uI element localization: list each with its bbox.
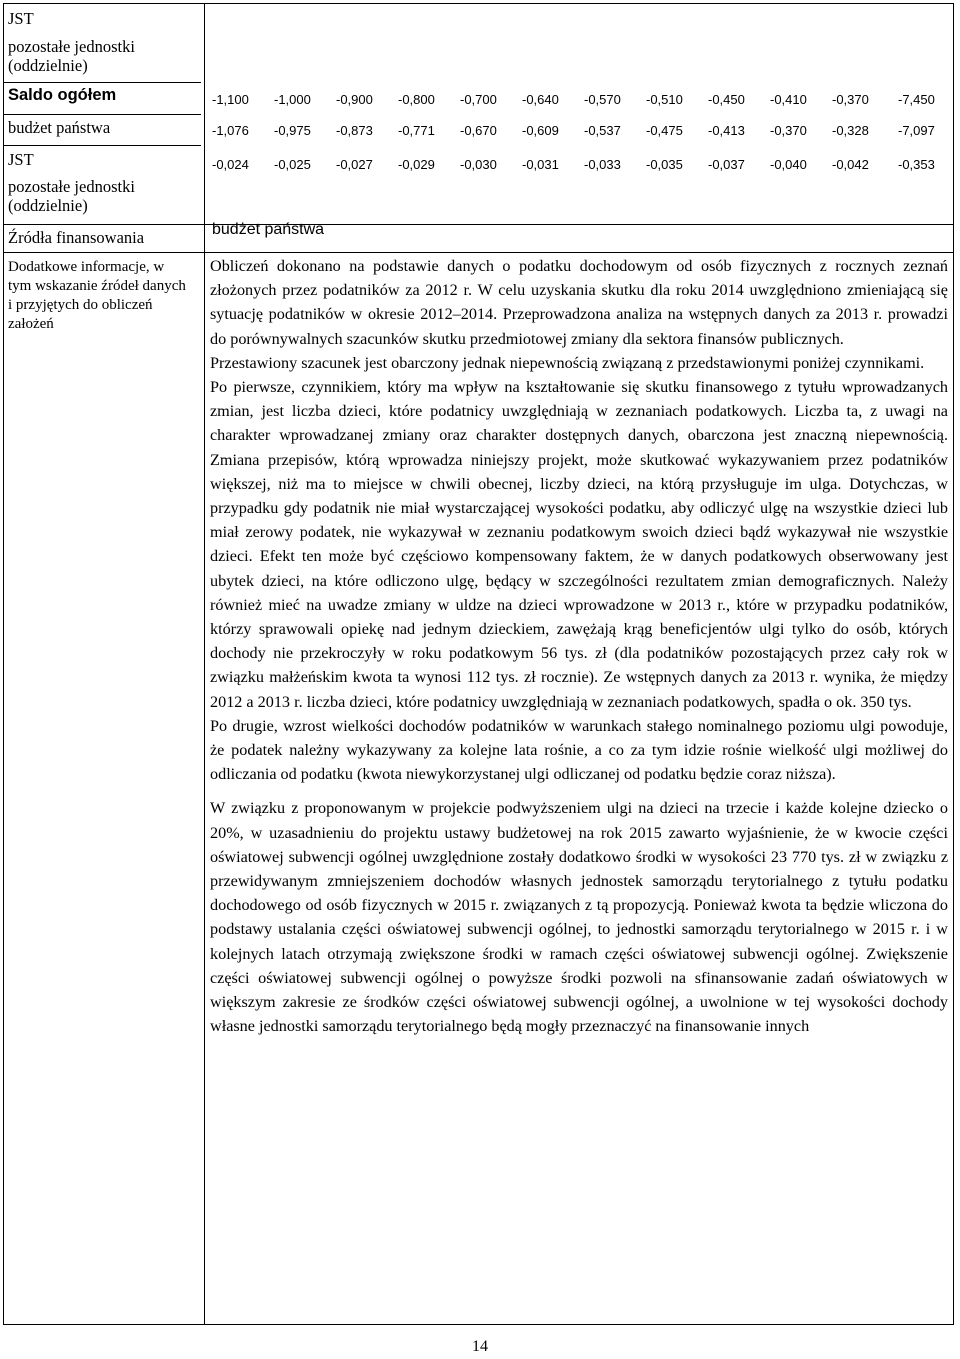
cell-value: -0,025 [274, 157, 311, 172]
cell-value: -0,609 [522, 123, 559, 138]
cell-value: -0,640 [522, 92, 559, 107]
row-saldo-values [212, 89, 948, 111]
label-additional-info: Dodatkowe informacje, w tym wskazanie źródeł danych i przyjętych do obliczeń założeń [8, 259, 186, 332]
paragraph: Po pierwsze, czynnikiem, który ma wpływ na kształtowanie się skutku finansowego z tytułu wprowadzanych zmian, jest liczba dzieci, które podatnicy uwzględniają w zeznaniach podatkowych. Liczba ta, z uwagi na charakter wprowadzanej zmiany oraz charakter dostępnych danych, obarczona jest znaczną niepewnością. Zmiana przepisów, którą wprowadza niniejszy projekt, może skutkować wykazywaniem przez podatników większej, niż ma to miejsce w chwili obecnej, liczby dzieci, na którą przysługuje im ulga. Dotychczas, w przypadku gdy podatnik nie miał wystarczającej wysokości podatku, aby odliczyć ulgę na wszystkie dzieci lub miał zerowy podatek, nie wykazywał w zeznaniu podatkowym swoich dzieci bądź wykazywał nie wszystkie dzieci. Efekt ten może być częściowo kompensowany faktem, że w danych podatkowych obserwowany jest ubytek dzieci, na które odliczono ulgę, będący w szczególności rezultatem zmian demograficznych. Należy również mieć na uwadze zmiany w uldze na dzieci wprowadzone w 2013 r., które w przypadku podatników, którzy sprawowali opiekę nad jednym dzieckiem, zawężają krąg beneficjentów ulgi tylko do osób, których dochody nie przekroczyły w roku podatkowym 56 tys. zł (dla podatników pozostających przez cały rok w związku małżeńskim kwota ta wynosi 112 tys. zł rocznie). Ze wstępnych danych za 2013 r. wynika, że między 2012 a 2013 r. liczba dzieci, które podatnicy uwzględniają w zeznaniach podatkowych, spadła o ok. 350 tys. [210, 378, 948, 711]
cell-value: -0,027 [336, 157, 373, 172]
label-other-units-2: pozostałe jednostki (oddzielnie) [8, 177, 135, 215]
paragraph: Przestawiony szacunek jest obarczony jednak niepewnością związaną z przedstawionymi poniżej czynnikami. [210, 353, 925, 372]
cell-value: -0,873 [336, 123, 373, 138]
row-divider [4, 252, 953, 253]
cell-value: -0,370 [770, 123, 807, 138]
row-divider [4, 82, 201, 83]
cell-value: -0,771 [398, 123, 435, 138]
label-saldo: Saldo ogółem [8, 86, 117, 104]
paragraph: W związku z proponowanym w projekcie podwyższeniem ulgi na dzieci na trzecie i każde kolejne dziecko o 20%, w uzasadnieniu do projektu ustawy budżetowej na rok 2015 zawarto wyjaśnienie, że w kwocie części oświatowej subwencji ogólnej uwzględnione zostały dodatkowo środki w wysokości 23 770 tys. zł w związku z przewidywanym zmniejszeniem dochodów własnych jednostek samorządu terytorialnego z tytułu podatku dochodowego od osób fizycznych w 2015 r. związanych z tą propozycją. Ponieważ kwota ta będzie wliczona do podstawy ustalania części oświatowej subwencji ogólnej, to jednostki samorządu terytorialnego w 2015 r. i w kolejnych latach otrzymają zwiększone środki w ramach części oświatowej subwencji ogólnej. Zwiększenie części oświatowej subwencji ogólnej o powyższe środki pozwoli na sfinansowanie zadań oświatowych w większym zakresie ze środków części oświatowej subwencji ogólnej, a uwolnione w tej wysokości dochody własne jednostki samorządu terytorialnego będą mogły przeznaczyć na finansowanie innych [210, 799, 948, 1036]
cell-value: -0,040 [770, 157, 807, 172]
additional-info-text [210, 254, 948, 1039]
cell-value: -0,413 [708, 123, 745, 138]
cell-value: -0,370 [832, 92, 869, 107]
cell-value: -0,510 [646, 92, 683, 107]
cell-value: -0,031 [522, 157, 559, 172]
cell-value: -7,097 [898, 123, 935, 138]
cell-value: -0,033 [584, 157, 621, 172]
label-other-units: pozostałe jednostki (oddzielnie) [8, 37, 135, 75]
cell-value: -1,076 [212, 123, 249, 138]
cell-value: -0,410 [770, 92, 807, 107]
label-jst-2: JST [8, 150, 34, 169]
cell-value: -0,024 [212, 157, 249, 172]
cell-value: -0,475 [646, 123, 683, 138]
cell-value: -0,570 [584, 92, 621, 107]
row-budget-values [212, 120, 948, 142]
cell-value: -0,030 [460, 157, 497, 172]
column-divider [204, 4, 205, 1324]
page-number: 14 [472, 1338, 488, 1355]
label-sources: Źródła finansowania [8, 228, 145, 247]
cell-value: -0,800 [398, 92, 435, 107]
row-divider [4, 114, 201, 115]
sources-value: budżet państwa [212, 221, 325, 238]
row-divider [4, 224, 953, 225]
row-jst-values [212, 154, 948, 176]
cell-value: -1,100 [212, 92, 249, 107]
cell-value: -0,450 [708, 92, 745, 107]
cell-value: -0,353 [898, 157, 935, 172]
paragraph: Obliczeń dokonano na podstawie danych o podatku dochodowym od osób fizycznych z rocznych zeznań złożonych przez podatników za 2012 r. W celu uzyskania skutku dla roku 2014 uwzględniono zmieniającą się sytuację podatników w okresie 2012–2014. Przeprowadzona analiza na wstępnych danych za 2013 r. prowadzi do porównywalnych szacunków skutku przedmiotowej zmiany dla sektora finansów publicznych. [210, 257, 948, 348]
row-divider [4, 145, 201, 146]
cell-value: -7,450 [898, 92, 935, 107]
cell-value: -0,700 [460, 92, 497, 107]
paragraph: Po drugie, wzrost wielkości dochodów podatników w warunkach stałego nominalnego poziomu ulgi powoduje, że podatek należny wykazywany za kolejne lata rośnie, a co za tym idzie rośnie wielkość ulgi możliwej do odliczania od podatku (kwota niewykorzystanej ulgi odliczanej od podatku będzie coraz niższa). [210, 716, 948, 784]
cell-value: -0,328 [832, 123, 869, 138]
cell-value: -0,035 [646, 157, 683, 172]
cell-value: -0,537 [584, 123, 621, 138]
cell-value: -0,670 [460, 123, 497, 138]
cell-value: -1,000 [274, 92, 311, 107]
cell-value: -0,037 [708, 157, 745, 172]
label-budget: budżet państwa [8, 118, 111, 137]
cell-value: -0,029 [398, 157, 435, 172]
cell-value: -0,900 [336, 92, 373, 107]
label-jst: JST [8, 9, 34, 28]
cell-value: -0,975 [274, 123, 311, 138]
cell-value: -0,042 [832, 157, 869, 172]
